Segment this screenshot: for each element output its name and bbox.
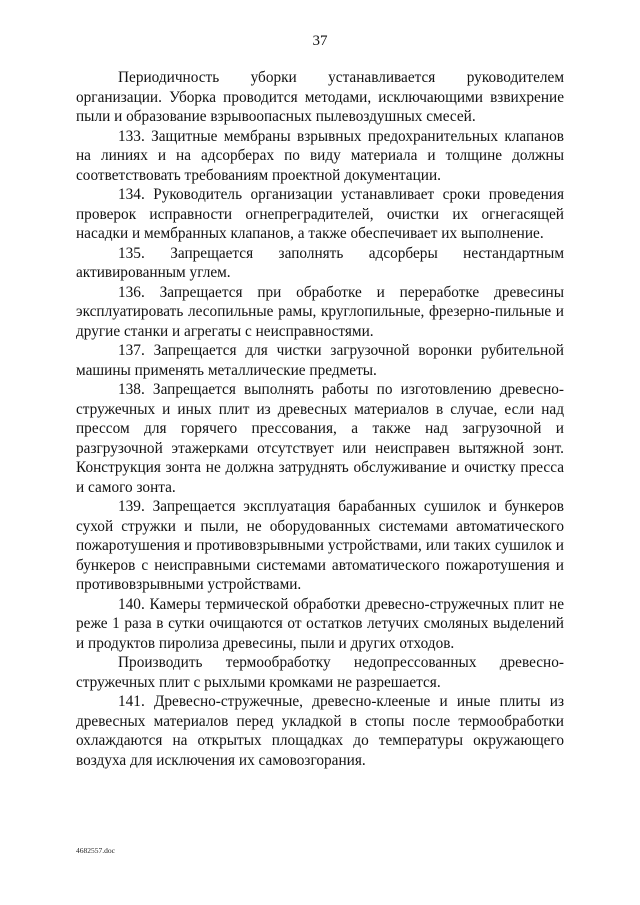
paragraph-135: 135. Запрещается заполнять адсорберы нестандартным активированным углем. — [76, 244, 564, 281]
paragraph-137: 137. Запрещается для чистки загрузочной воронки рубительной машины применять металлические предметы. — [76, 342, 564, 379]
paragraph-136: 136. Запрещается при обработке и переработке древесины эксплуатировать лесопильные рамы, круглопильные, фрезерно-пильные и другие станки и агрегаты с неисправностями. — [76, 283, 564, 340]
paragraph-138: 138. Запрещается выполнять работы по изготовлению древесно-стружечных и иных плит из древесных материалов в случае, если над прессом для горячего прессования, а также над загрузочной и разгрузочной этажерками отсутствует или неисправен вытяжной зонт. Конструкция зонта не должна затруднять обслуживание и очистку пресса и самого зонта. — [76, 381, 564, 496]
paragraph-139: 139. Запрещается эксплуатация барабанных сушилок и бункеров сухой стружки и пыли, не оборудованных системами автоматического пожаротушения и противовзрывными устройствами, или таких сушилок и бункеров с неисправными системами автоматического пожаротушения и противовзрывными устройствами. — [76, 498, 564, 593]
footer-filename: 4682557.doc — [76, 846, 115, 855]
page-number: 37 — [312, 33, 328, 49]
paragraph-140: 140. Камеры термической обработки древесно-стружечных плит не реже 1 раза в сутки очищаются от остатков летучих смоляных выделений и продуктов пиролиза древесины, пыли и других отходов. — [76, 595, 564, 652]
paragraph-140-continued: Производить термообработку недопрессованных древесно-стружечных плит с рыхлыми кромками не разрешается. — [76, 654, 564, 691]
paragraph-134: 134. Руководитель организации устанавливает сроки проведения проверок исправности огнепреградителей, очистки их огнегасящей насадки и мембранных клапанов, а также обеспечивает их выполнение. — [76, 186, 564, 242]
document-body — [76, 68, 564, 770]
paragraph-cleaning-frequency: Периодичность уборки устанавливается руководителем организации. Уборка проводится методами, исключающими взвихрение пыли и образование взрывоопасных пылевоздушных смесей. — [76, 69, 564, 125]
paragraph-133: 133. Защитные мембраны взрывных предохранительных клапанов на линиях и на адсорберах по виду материала и толщине должны соответствовать требованиям проектной документации. — [76, 127, 564, 184]
paragraph-141: 141. Древесно-стружечные, древесно-клееные и иные плиты из древесных материалов перед укладкой в стопы после термообработки охлаждаются на открытых площадках до температуры окружающего воздуха для исключения их самовозгорания. — [76, 693, 564, 769]
